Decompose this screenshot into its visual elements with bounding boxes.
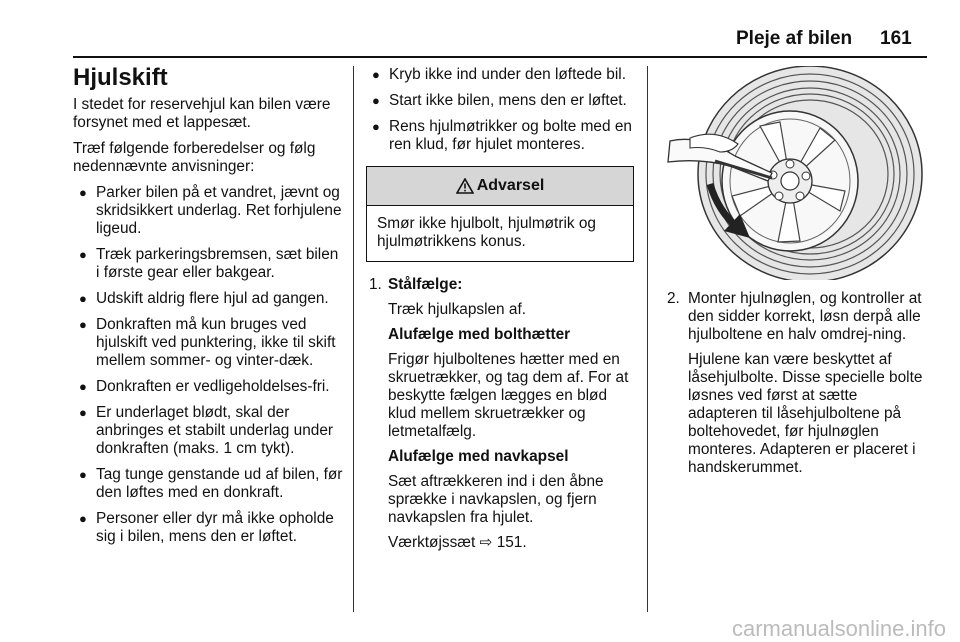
left-column [73,64,343,554]
bullet-icon: ● [372,119,380,134]
list-item [73,316,343,370]
watermark: carmanualsonline.info [731,616,946,641]
bullet-icon: ● [79,317,87,332]
bullet-icon: ● [372,67,380,82]
warning-text: Smør ikke hjulbolt, hjulmøtrik og hjulmøtrikkens konus. [377,215,596,250]
step-number: 1. [369,276,382,293]
list-item [73,378,343,396]
bullet-icon: ● [79,405,87,420]
step-text: Hjulene kan være beskyttet af låsehjulbolte. Disse specielle bolte løsnes ved først at sætte adapteren til låsehjulboltene på boltehovedet, før hjulnøglen monteres. Adapteren er placeret i handskerummet. [688,351,923,476]
list-item [73,184,343,238]
bullet-icon: ● [79,247,87,262]
header-rule [73,56,927,58]
list-item [366,66,634,84]
step-text: Træk hjulkapslen af. [388,301,527,318]
list-item-text: Donkraften er vedligeholdelses-fri. [96,378,330,395]
intro-paragraph: I stedet for reservehjul kan bilen være forsynet med et lappesæt. [73,96,331,131]
list-item [73,404,343,458]
middle-column [366,66,634,559]
step-text: Sæt aftrækkeren ind i den åbne sprække i navkapslen, og fjern navkapslen fra hjulet. [388,473,604,526]
step-text: Monter hjulnøglen, og kontroller at den sidder korrekt, løsn derpå alle hjulboltene en halv omdrej-ning. [688,290,922,343]
list-item [73,466,343,502]
section-heading: Hjulskift [73,64,168,91]
lead-paragraph: Træf følgende forberedelser og følg nedennævnte anvisninger: [73,140,316,175]
step-subheading: Alufælge med bolthætter [388,326,571,343]
list-item [73,246,343,282]
bullet-icon: ● [79,511,87,526]
right-column [663,290,928,484]
reference-label: Værktøjssæt [388,534,476,551]
warning-header [367,167,633,206]
reference-page: 151. [496,534,527,551]
list-item-text: Er underlaget blødt, skal der anbringes et stabilt underlag under donkraften (maks. 1 cm tykt). [96,404,334,457]
list-item-text: Udskift aldrig flere hjul ad gangen. [96,290,329,307]
wheel-nut-illustration [660,66,928,280]
warning-title: Advarsel [476,177,545,194]
safety-list [366,66,634,154]
list-item [73,290,343,308]
warning-triangle-icon [456,178,474,194]
list-item-text: Donkraften må kun bruges ved hjulskift ved punktering, ikke til skift mellem sommer- og vinter-dæk. [96,316,336,369]
list-item [366,92,634,110]
bullet-icon: ● [79,467,87,482]
list-item-text: Start ikke bilen, mens den er løftet. [389,92,627,109]
step-text: Frigør hjulboltenes hætter med en skruetrækker, og tag dem af. For at beskytte fælgen lægges en blød klud mellem skruetrækker og letmetalfælg. [388,351,629,440]
list-item-text: Rens hjulmøtrikker og bolte med en ren klud, før hjulet monteres. [389,118,632,153]
list-item [366,118,634,154]
step-1 [366,276,634,552]
list-item [73,510,343,546]
step-2 [663,290,928,477]
column-divider-right [647,66,648,612]
step-subheading: Alufælge med navkapsel [388,448,569,465]
list-item-text: Personer eller dyr må ikke opholde sig i bilen, mens den er løftet. [96,510,334,545]
warning-box [366,166,634,262]
step-title: Stålfælge: [388,276,463,293]
bullet-icon: ● [372,93,380,108]
cross-reference [388,534,634,552]
list-item-text: Parker bilen på et vandret, jævnt og skridsikkert underlag. Ret forhjulene ligeud. [96,184,342,237]
list-item-text: Kryb ikke ind under den løftede bil. [389,66,626,83]
list-item-text: Træk parkeringsbremsen, sæt bilen i første gear eller bakgear. [96,246,339,281]
preparation-list [73,184,343,546]
bullet-icon: ● [79,185,87,200]
list-item-text: Tag tunge genstande ud af bilen, før den løftes med en donkraft. [96,466,343,501]
reference-arrow-icon: ⇨ [479,534,493,551]
bullet-icon: ● [79,291,87,306]
page-header-title: Pleje af bilen [736,28,853,49]
page-number: 161 [880,28,912,49]
step-number: 2. [667,290,680,307]
bullet-icon: ● [79,379,87,394]
column-divider-left [353,66,354,612]
